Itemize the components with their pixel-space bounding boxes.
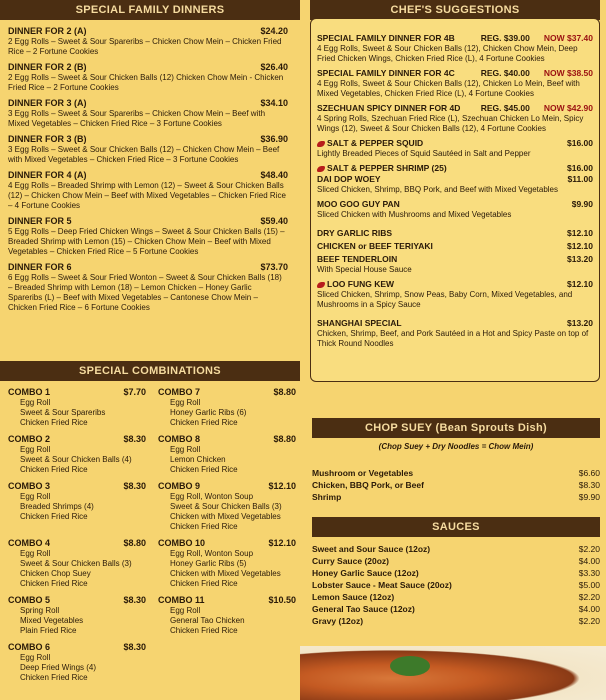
- combo-price: $8.30: [123, 481, 146, 491]
- family-dinner-item: [8, 134, 288, 165]
- chef-item: [317, 163, 593, 174]
- combo-item: [8, 595, 158, 636]
- regular-price: REG. $39.00: [480, 33, 530, 43]
- chef-item-name: DRY GARLIC RIBS: [317, 228, 393, 238]
- regular-price: REG. $40.00: [480, 68, 530, 78]
- combo-line: Mixed Vegetables: [20, 616, 84, 625]
- now-price: NOW $38.50: [543, 68, 593, 78]
- combo-line: Chicken Fried Rice: [20, 465, 88, 474]
- item-price: $8.30: [578, 480, 600, 490]
- chef-item: [317, 199, 593, 220]
- combo-line: Egg Roll: [170, 445, 201, 454]
- combo-name: COMBO 1: [8, 387, 51, 397]
- combo-price: $8.30: [123, 595, 146, 605]
- combo-line: Lemon Chicken: [170, 455, 226, 464]
- special-name: SPECIAL FAMILY DINNER FOR 4C: [317, 68, 455, 78]
- combo-price: $8.80: [123, 538, 146, 548]
- combo-line: Egg Roll: [20, 445, 51, 454]
- combo-line: Egg Roll: [20, 398, 51, 407]
- chef-special: [317, 103, 593, 134]
- chef-item: [317, 174, 593, 195]
- combo-line: Egg Roll: [170, 606, 201, 615]
- combo-line: Chicken Fried Rice: [170, 579, 238, 588]
- sauce-item: [312, 567, 600, 579]
- item-price: $3.30: [578, 568, 600, 578]
- chop-suey-section: [312, 418, 600, 503]
- combo-line: Chicken with Mixed Vegetables: [170, 569, 281, 578]
- combo-item: [8, 642, 158, 683]
- item-price: $6.60: [578, 468, 600, 478]
- item-name: Lemon Sauce (12oz): [312, 592, 395, 602]
- chef-item-name: SALT & PEPPER SQUID: [327, 138, 424, 148]
- chef-item-description: Sliced Chicken, Shrimp, Snow Peas, Baby Corn, Mixed Vegetables, and Mushrooms in a Spicy Sauce: [317, 290, 573, 309]
- combo-line: Spring Roll: [20, 606, 60, 615]
- sauces-header: SAUCES: [312, 517, 600, 537]
- now-price: NOW $42.90: [543, 103, 593, 113]
- combo-line: Egg Roll: [170, 398, 201, 407]
- chef-item-description: Lightly Breaded Pieces of Squid Sautéed in Salt and Pepper: [317, 149, 531, 158]
- item-name: General Tao Sauce (12oz): [312, 604, 415, 614]
- item-name: DINNER FOR 2 (A): [8, 26, 87, 36]
- sauce-item: [312, 555, 600, 567]
- item-name: Chicken, BBQ Pork, or Beef: [312, 480, 424, 490]
- chef-item-price: $12.10: [567, 279, 593, 289]
- combo-line: Deep Fried Wings (4): [20, 663, 97, 672]
- combo-line: Egg Roll: [20, 653, 51, 662]
- chef-item-name: LOO FUNG KEW: [327, 279, 395, 289]
- family-dinner-item: [8, 98, 288, 129]
- item-price: $36.90: [260, 134, 288, 144]
- item-name: Gravy (12oz): [312, 616, 364, 626]
- chef-item-price: $12.10: [567, 241, 593, 251]
- combo-name: COMBO 3: [8, 481, 51, 491]
- combo-line: Chicken Chop Suey: [20, 569, 91, 578]
- item-name: Shrimp: [312, 492, 342, 502]
- chef-item: [317, 241, 593, 252]
- family-dinner-item: [8, 26, 288, 57]
- combo-item: [158, 595, 308, 636]
- chef-item-name: CHICKEN or BEEF TERIYAKI: [317, 241, 433, 251]
- combo-line: Sweet & Sour Chicken Balls (3): [170, 502, 282, 511]
- chef-item-description: Chicken, Shrimp, Beef, and Pork Sautéed in a Hot and Spicy Paste on top of Thick Round Noodles: [317, 329, 589, 348]
- now-price: NOW $37.40: [543, 33, 593, 43]
- item-description: 3 Egg Rolls – Sweet & Sour Chicken Balls (12) – Chicken Chow Mein – Beef with Mixed Vegetables – Chicken Fried Rice – 3 Fortune Cookies: [8, 145, 280, 164]
- item-price: $2.20: [578, 592, 600, 602]
- sauce-item: [312, 543, 600, 555]
- chef-item-price: $13.20: [567, 318, 593, 328]
- combo-line: Chicken Fried Rice: [170, 418, 238, 427]
- combo-item: [158, 538, 308, 589]
- chef-item-name: SHANGHAI SPECIAL: [317, 318, 402, 328]
- chef-special: [317, 68, 593, 99]
- combo-item: [8, 481, 158, 532]
- combo-price: $7.70: [123, 387, 146, 397]
- combo-line: Sweet & Sour Spareribs: [20, 408, 106, 417]
- item-description: 4 Egg Rolls – Breaded Shrimp with Lemon (12) – Sweet & Sour Chicken Balls (12) – Chicken Chow Mein – Beef with Mixed Vegetables – Chicken Fried Rice – 4 Fortune Cookies: [8, 181, 286, 210]
- combo-item: [158, 434, 308, 475]
- combo-item: [8, 387, 158, 428]
- chef-item: [317, 279, 593, 310]
- item-description: 2 Egg Rolls – Sweet & Sour Chicken Balls (12) Chicken Chow Mein - Chicken Fried Rice – 2 Fortune Cookies: [8, 73, 284, 92]
- combo-name: COMBO 9: [158, 481, 201, 491]
- combo-line: Chicken Fried Rice: [20, 418, 88, 427]
- item-description: 6 Egg Rolls – Sweet & Sour Fried Wonton – Sweet & Sour Chicken Balls (18) – Breaded Shrimp with Lemon (18) – Lemon Chicken – Honey Garlic Spareribs (L) – Beef with Mixed Vegetables – Cantonese Chow Mein – Chicken Fried Rice – 6 Fortune Cookies: [8, 273, 282, 312]
- family-dinner-item: [8, 216, 288, 257]
- chefs-suggestions-header: CHEF'S SUGGESTIONS: [310, 0, 600, 20]
- chef-item: [317, 318, 593, 349]
- item-price: $2.20: [578, 616, 600, 626]
- combo-price: $12.10: [268, 481, 296, 491]
- item-name: DINNER FOR 4 (A): [8, 170, 87, 180]
- family-dinner-item: [8, 262, 288, 313]
- chefs-suggestions-box: [310, 18, 600, 382]
- item-name: Honey Garlic Sauce (12oz): [312, 568, 419, 578]
- left-column: [0, 0, 300, 700]
- combinations-grid: [0, 381, 300, 683]
- combo-line: Chicken Fried Rice: [170, 465, 238, 474]
- chef-item-name: MOO GOO GUY PAN: [317, 199, 400, 209]
- combo-line: Egg Roll: [20, 492, 51, 501]
- item-price: $26.40: [260, 62, 288, 72]
- combo-item: [8, 538, 158, 589]
- combo-price: $8.80: [273, 434, 296, 444]
- combo-line: Egg Roll, Wonton Soup: [170, 549, 254, 558]
- combo-price: $10.50: [268, 595, 296, 605]
- item-name: DINNER FOR 6: [8, 262, 72, 272]
- combo-name: COMBO 8: [158, 434, 201, 444]
- item-price: $48.40: [260, 170, 288, 180]
- combo-name: COMBO 10: [158, 538, 206, 548]
- chef-item-price: $12.10: [567, 228, 593, 238]
- chef-item-description: With Special House Sauce: [317, 265, 412, 274]
- combo-price: $8.30: [123, 642, 146, 652]
- item-price: $34.10: [260, 98, 288, 108]
- chef-item-price: $16.00: [567, 138, 593, 148]
- combo-item: [158, 387, 308, 428]
- chef-item-name: DAI DOP WOEY: [317, 174, 381, 184]
- combo-price: $8.80: [273, 387, 296, 397]
- chef-item-price: $16.00: [567, 163, 593, 173]
- chop-suey-item: [312, 467, 600, 479]
- item-name: Mushroom or Vegetables: [312, 468, 414, 478]
- chef-item: [317, 228, 593, 239]
- combo-line: Sweet & Sour Chicken Balls (4): [20, 455, 132, 464]
- special-name: SZECHUAN SPICY DINNER FOR 4D: [317, 103, 461, 113]
- sauce-item: [312, 591, 600, 603]
- combo-line: Chicken Fried Rice: [170, 626, 238, 635]
- item-name: Curry Sauce (20oz): [312, 556, 389, 566]
- sauce-item: [312, 615, 600, 627]
- chili-pepper-icon: [317, 282, 325, 288]
- family-dinners-list: [0, 20, 300, 313]
- combo-line: Chicken Fried Rice: [20, 673, 88, 682]
- combo-line: Chicken Fried Rice: [170, 522, 238, 531]
- combo-line: Honey Garlic Ribs (5): [170, 559, 247, 568]
- combo-item: [158, 481, 308, 532]
- item-name: Lobster Sauce - Meat Sauce (20oz): [312, 580, 452, 590]
- item-price: $59.40: [260, 216, 288, 226]
- right-column: [300, 0, 606, 700]
- chop-suey-list: [312, 457, 600, 503]
- chef-item: [317, 254, 593, 275]
- combo-line: Egg Roll, Wonton Soup: [170, 492, 254, 501]
- chili-pepper-icon: [317, 166, 325, 172]
- chef-item-name: SALT & PEPPER SHRIMP (25): [327, 163, 447, 173]
- combo-name: COMBO 6: [8, 642, 51, 652]
- special-description: 4 Spring Rolls, Szechuan Fried Rice (L), Szechuan Chicken Lo Mein, Spicy Wings (12), Sweet & Sour Chicken Balls (12), 4 Fortune Cookies: [317, 114, 584, 133]
- combo-line: Chicken Fried Rice: [20, 579, 88, 588]
- combo-line: General Tao Chicken: [170, 616, 245, 625]
- combo-line: Sweet & Sour Chicken Balls (3): [20, 559, 132, 568]
- item-price: $5.00: [578, 580, 600, 590]
- combo-name: COMBO 7: [158, 387, 201, 397]
- chef-special: [317, 33, 593, 64]
- item-price: $4.00: [578, 604, 600, 614]
- item-price: $9.90: [578, 492, 600, 502]
- sauce-item: [312, 603, 600, 615]
- sauces-section: [312, 517, 600, 627]
- item-description: 5 Egg Rolls – Deep Fried Chicken Wings – Sweet & Sour Chicken Balls (15) – Breaded Shrimp with Lemon (15) – Chicken Chow Mein – Beef with Mixed Vegetables – Chicken Fried Rice – 5 Fortune Cookies: [8, 227, 285, 256]
- family-dinner-item: [8, 170, 288, 211]
- chop-suey-note: (Chop Suey + Dry Noodles = Chow Mein): [378, 442, 534, 451]
- combo-name: COMBO 11: [158, 595, 205, 605]
- sauces-list: [312, 537, 600, 627]
- food-photo: [300, 646, 606, 700]
- item-name: DINNER FOR 5: [8, 216, 72, 226]
- item-description: 2 Egg Rolls – Sweet & Sour Spareribs – Chicken Chow Mein – Chicken Fried Rice – 2 Fortune Cookies: [8, 37, 282, 56]
- regular-price: REG. $45.00: [480, 103, 530, 113]
- combo-name: COMBO 2: [8, 434, 51, 444]
- chop-suey-item: [312, 491, 600, 503]
- chef-item-description: Sliced Chicken, Shrimp, BBQ Pork, and Beef with Mixed Vegetables: [317, 185, 559, 194]
- item-name: Sweet and Sour Sauce (12oz): [312, 544, 431, 554]
- combo-line: Honey Garlic Ribs (6): [170, 408, 247, 417]
- combo-line: Chicken Fried Rice: [20, 512, 88, 521]
- special-description: 4 Egg Rolls, Sweet & Sour Chicken Balls (12), Chicken Chow Mein, Deep Fried Chicken Wings, Chicken Fried Rice (L), 4 Fortune Cookies: [317, 44, 578, 63]
- item-name: DINNER FOR 2 (B): [8, 62, 87, 72]
- combo-price: $8.30: [123, 434, 146, 444]
- combo-line: Breaded Shrimps (4): [20, 502, 94, 511]
- chili-pepper-icon: [317, 141, 325, 147]
- chef-item-price: $11.00: [567, 174, 593, 184]
- item-price: $2.20: [578, 544, 600, 554]
- item-price: $4.00: [578, 556, 600, 566]
- chef-item-price: $13.20: [567, 254, 593, 264]
- special-combinations-header: SPECIAL COMBINATIONS: [0, 361, 300, 381]
- chef-item-price: $9.90: [571, 199, 593, 209]
- item-name: DINNER FOR 3 (B): [8, 134, 87, 144]
- combo-name: COMBO 5: [8, 595, 51, 605]
- chef-item-description: Sliced Chicken with Mushrooms and Mixed Vegetables: [317, 210, 512, 219]
- family-dinner-item: [8, 62, 288, 93]
- special-name: SPECIAL FAMILY DINNER FOR 4B: [317, 33, 455, 43]
- combo-line: Egg Roll: [20, 549, 51, 558]
- chop-suey-item: [312, 479, 600, 491]
- special-description: 4 Egg Rolls, Sweet & Sour Chicken Balls (12), Chicken Lo Mein, Beef with Mixed Vegetables, Chicken Fried Rice (L), 4 Fortune Cookies: [317, 79, 580, 98]
- chef-item: [317, 138, 593, 159]
- combo-price: $12.10: [268, 538, 296, 548]
- combo-name: COMBO 4: [8, 538, 51, 548]
- item-price: $24.20: [260, 26, 288, 36]
- chef-item-name: BEEF TENDERLOIN: [317, 254, 398, 264]
- sauce-item: [312, 579, 600, 591]
- combo-line: Plain Fried Rice: [20, 626, 77, 635]
- item-description: 3 Egg Rolls – Sweet & Sour Spareribs – Chicken Chow Mein – Beef with Mixed Vegetables – Chicken Fried Rice – 3 Fortune Cookies: [8, 109, 266, 128]
- item-name: DINNER FOR 3 (A): [8, 98, 87, 108]
- combo-item: [8, 434, 158, 475]
- combo-line: Chicken with Mixed Vegetables: [170, 512, 281, 521]
- chop-suey-header: CHOP SUEY (Bean Sprouts Dish): [312, 418, 600, 438]
- item-price: $73.70: [260, 262, 288, 272]
- family-dinners-header: SPECIAL FAMILY DINNERS: [0, 0, 300, 20]
